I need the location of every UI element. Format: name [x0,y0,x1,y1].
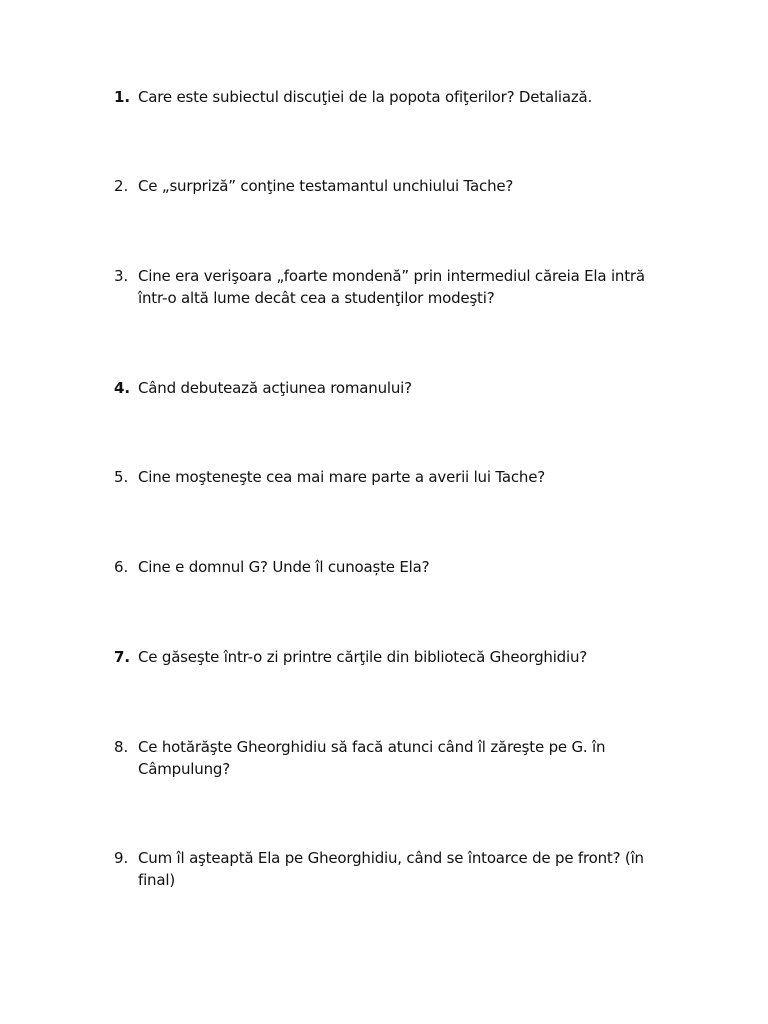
question-text: Ce „surpriză” conţine testamantul unchiului Tache? [138,177,514,195]
question-text: Cine moşteneşte cea mai mare parte a averii lui Tache? [138,468,546,486]
question-2 [114,175,654,197]
question-text: Cine era verişoara „foarte mondenă” prin intermediul căreia Ela intră într-o altă lume decât cea a studenţilor modeşti? [138,267,645,307]
question-number: 2. [114,177,129,195]
question-number: 4. [114,379,131,397]
question-text: Când debutează acţiunea romanului? [138,379,412,397]
question-6 [114,556,654,578]
question-number: 5. [114,468,129,486]
question-number: 1. [114,88,131,106]
question-text: Cine e domnul G? Unde îl cunoaște Ela? [138,558,430,576]
question-text: Cum îl aşteaptă Ela pe Gheorghidiu, când se întoarce de pe front? (în final) [138,849,644,889]
question-9 [114,847,654,891]
question-7 [114,646,654,668]
question-8 [114,736,654,780]
question-number: 9. [114,849,129,867]
question-text: Care este subiectul discuţiei de la popota ofiţerilor? Detaliază. [138,88,593,106]
question-1 [114,86,654,108]
question-4 [114,377,654,399]
question-text: Ce hotărăşte Gheorghidiu să facă atunci când îl zăreşte pe G. în Câmpulung? [138,738,606,778]
question-text: Ce găseşte într-o zi printre cărţile din bibliotecă Gheorghidiu? [138,648,588,666]
question-number: 8. [114,738,129,756]
question-number: 7. [114,648,131,666]
question-number: 3. [114,267,129,285]
question-number: 6. [114,558,129,576]
question-3 [114,265,654,309]
question-5 [114,466,654,488]
